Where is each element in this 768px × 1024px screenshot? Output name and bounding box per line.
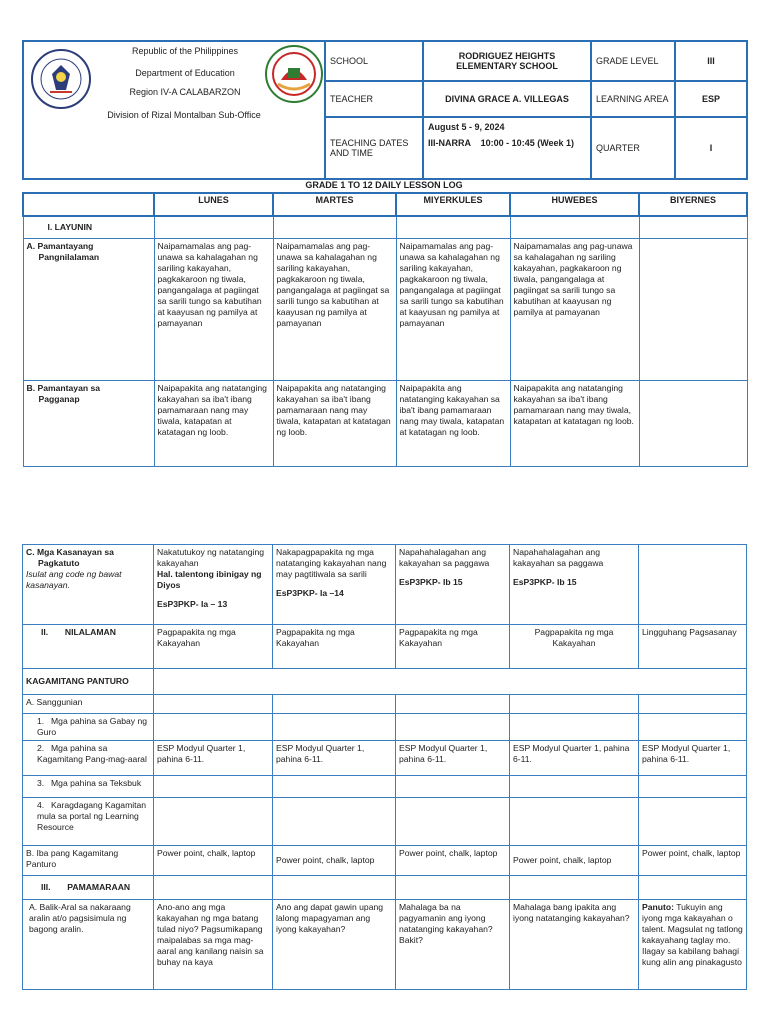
ref-kagamitan-wednesday: ESP Modyul Quarter 1, pahina 6-11. [396,741,510,776]
lesson-table-page2 [22,544,747,990]
day-header-wednesday: MIYERKULES [396,193,510,216]
ref-teksbuk-row [23,776,747,798]
dates-time: III-NARRA 10:00 - 10:45 (Week 1) [428,138,575,148]
nilalaman-friday: Lingguhang Pagsasanay [639,625,747,669]
nilalaman-label: II. NILALAMAN [23,625,154,669]
nilalaman-thursday: Pagpapakita ng mga Kakayahan [510,625,639,669]
kasanayan-thursday: Napahahalagahan ang kakayahan sa paggawa EsP3PKP- Ib 15 [510,545,639,625]
nilalaman-wednesday: Pagpapakita ng mga Kakayahan [396,625,510,669]
iba-kagamitan-row [23,846,747,876]
pamantayan-pagganap-label: B. Pamantayan sa Pagganap [23,380,154,466]
ref-kagamitan-tuesday: ESP Modyul Quarter 1, pahina 6-11. [273,741,396,776]
area-value: ESP [675,81,747,117]
balik-friday [639,900,747,990]
balik-wednesday: Mahalaga ba na pagyamanin ang iyong natatanging kakayahan? Bakit? [396,900,510,990]
pagganap-friday [639,380,747,466]
grade-label: GRADE LEVEL [591,41,675,81]
teacher-label: TEACHER [325,81,423,117]
pamantayang-pangnilalaman-row [23,238,747,380]
school-value: RODRIGUEZ HEIGHTS ELEMENTARY SCHOOL [423,41,591,81]
kasanayan-tuesday: Nakapagpapakita ng mga natatanging kakayahan nang may pagtitiwala sa sarili EsP3PKP- Ia –14 [273,545,396,625]
balik-monday: Ano-ano ang mga kakayahan ng mga batang tulad niyo? Pagsumikapang maipalabas sa mga mag-aaral ang kanilang naisin sa buhay na kaya [154,900,273,990]
pamantayan-pagganap-row [23,380,747,466]
division-text: Division of Rizal Montalban Sub-Office [107,110,261,120]
day-header-row [23,193,747,216]
pangnilalaman-thursday: Naipamamalas ang pag-unawa sa kahalagahan ng sariling kakayahan, pagkakaroon ng tiwala, pangangalaga at pagiingat sa sarili tungo sa kabutihan at kaayusan ng pamilya at pamayanan [510,238,639,380]
layunin-row [23,216,747,238]
ref-teksbuk-label: 3. Mga pahina sa Teksbuk [23,776,154,798]
kagamitan-row [23,669,747,695]
day-header-thursday: HUWEBES [510,193,639,216]
pangnilalaman-tuesday: Naipamamalas ang pag-unawa sa kahalagahan ng sariling kakayahan, pagkakaroon ng tiwala, pangangalaga at pagiingat sa sarili tungo sa kabutihan at kaayusan ng pamilya at pamayanan [273,238,396,380]
balik-tuesday: Ano ang dapat gawin upang lalong mapagyaman ang iyong kakayahan? [273,900,396,990]
layunin-label: I. LAYUNIN [23,216,154,238]
sanggunian-row [23,695,747,714]
panuto-text: Tukuyin ang iyong mga kakayahan o talent. Magsulat ng tatlong kakayahang taglay mo. Ilagay sa kabilang bahagi kung alin ang pinakagusto [642,902,743,967]
iba-tuesday: Power point, chalk, laptop [273,846,396,876]
ref-kagamitan-monday: ESP Modyul Quarter 1, pahina 6-11. [154,741,273,776]
agency-block [23,41,325,179]
dates-range: August 5 - 9, 2024 [428,122,505,132]
school-label: SCHOOL [325,41,423,81]
header-block [22,40,746,178]
grade-value: III [675,41,747,81]
pagganap-tuesday: Naipapakita ang natatanging kakayahan sa iba't ibang pamamaraan nang may tiwala, katapatan at katatagan ng loob. [273,380,396,466]
republic-text: Republic of the Philippines [131,46,239,56]
ref-kagamitan-thursday: ESP Modyul Quarter 1, pahina 6-11. [510,741,639,776]
pamantayang-pangnilalaman-label: A. Pamantayang Pangnilalaman [23,238,154,380]
iba-monday: Power point, chalk, laptop [154,846,273,876]
pangnilalaman-wednesday: Naipamamalas ang pag- unawa sa kahalagahan ng sariling kakayahan, pagkakaroon ng tiwala, pangangalaga at pagiingat sa sarili tungo sa kabutihan at kaayusan ng pamilya at pamayanan [396,238,510,380]
pamamaraan-label: III. PAMAMARAAN [23,876,154,900]
corner-cell [23,193,154,216]
pangnilalaman-monday: Naipamamalas ang pag-unawa sa kahalagahan ng sariling kakayahan, pagkakaroon ng tiwala, pangangalaga at pagiingat sa sarili tungo sa kabutihan at kaayusan ng pamilya at pamayanan [154,238,273,380]
sanggunian-label: A. Sanggunian [23,695,154,714]
lesson-table-page1 [22,192,748,467]
region-text: Region IV-A CALABARZON [129,87,241,97]
day-header-tuesday: MARTES [273,193,396,216]
ref-portal-row [23,798,747,846]
pagganap-monday: Naipapakita ang natatanging kakayahan sa iba't ibang pamamaraan nang may tiwala, katapatan at katatagan ng loob. [154,380,273,466]
kasanayan-monday: Nakatutukoy ng natatanging kakayahan Hal. talentong ibinigay ng Diyos EsP3PKP- Ia – 13 [154,545,273,625]
kagamitan-label: KAGAMITANG PANTURO [23,669,154,695]
kasanayan-note: Isulat ang code ng bawat kasanayan. [26,569,122,590]
kasanayan-label: C. Mga Kasanayan sa Pagkatuto Isulat ang code ng bawat kasanayan. [23,545,154,625]
ref-kagamitan-label: 2. Mga pahina sa Kagamitang Pang-mag-aaral [23,741,154,776]
log-title: GRADE 1 TO 12 DAILY LESSON LOG [305,180,463,190]
nilalaman-row [23,625,747,669]
pagganap-wednesday: Naipapakita ang natatanging kakayahan sa iba't ibang pamamaraan nang may tiwala, katapatan at katatagan ng loob. [396,380,510,466]
ref-kagamitan-row [23,741,747,776]
pagganap-thursday: Naipapakita ang natatanging kakayahan sa iba't ibang pamamaraan nang may tiwala, katapatan at katatagan ng loob. [510,380,639,466]
panuto-label: Panuto: [642,902,674,912]
kasanayan-row [23,545,747,625]
pangnilalaman-friday [639,238,747,380]
iba-thursday: Power point, chalk, laptop [510,846,639,876]
ref-gabay-label: 1. Mga pahina sa Gabay ng Guro [23,714,154,741]
deped-seal-logo [30,48,92,110]
nilalaman-tuesday: Pagpapakita ng mga Kakayahan [273,625,396,669]
balik-aral-label: A. Balik-Aral sa nakaraang aralin at/o pagsisimula ng bagong aralin. [23,900,154,990]
area-label: LEARNING AREA [591,81,675,117]
ref-gabay-row [23,714,747,741]
day-header-monday: LUNES [154,193,273,216]
department-text: Department of Education [135,68,235,78]
day-header-friday: BIYERNES [639,193,747,216]
quarter-label: QUARTER [591,117,675,179]
balik-thursday: Mahalaga bang ipakita ang iyong natatanging kakayahan? [510,900,639,990]
dates-label: TEACHING DATES AND TIME [325,117,423,179]
iba-kagamitan-label: B. Iba pang Kagamitang Panturo [23,846,154,876]
kasanayan-friday [639,545,747,625]
quarter-value: I [675,117,747,179]
pamamaraan-row [23,876,747,900]
nilalaman-monday: Pagpapakita ng mga Kakayahan [154,625,273,669]
iba-friday: Power point, chalk, laptop [639,846,747,876]
iba-wednesday: Power point, chalk, laptop [396,846,510,876]
dates-value [423,117,591,179]
header-table [22,40,748,180]
teacher-value: DIVINA GRACE A. VILLEGAS [423,81,591,117]
school-seal-logo [264,44,324,104]
kasanayan-wednesday: Napahahalagahan ang kakayahan sa paggawa EsP3PKP- Ib 15 [396,545,510,625]
ref-portal-label: 4. Karagdagang Kagamitan mula sa portal ng Learning Resource [23,798,154,846]
ref-kagamitan-friday: ESP Modyul Quarter 1, pahina 6-11. [639,741,747,776]
balik-aral-row [23,900,747,990]
